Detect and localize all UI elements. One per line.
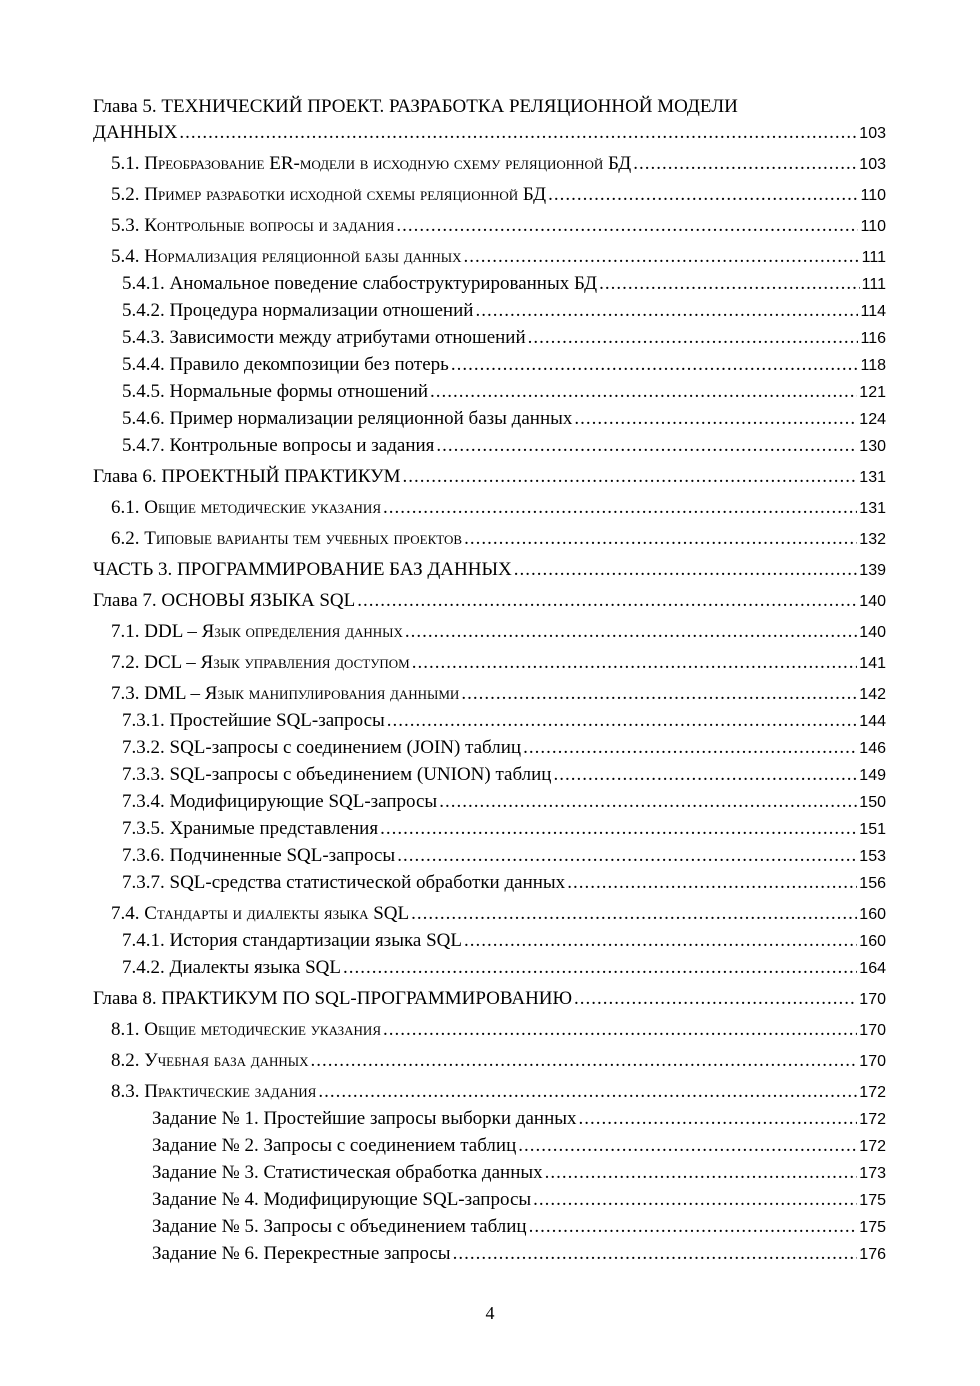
toc-entry bbox=[93, 182, 886, 209]
toc-entry-prefix: 7.3.2. bbox=[122, 737, 170, 758]
toc-dot-leader bbox=[518, 1133, 857, 1159]
toc-dot-leader bbox=[430, 379, 857, 405]
toc-entry-label bbox=[122, 955, 341, 981]
toc-entry-prefix: 7.4.1. bbox=[122, 930, 170, 951]
toc-entry bbox=[93, 1187, 886, 1214]
toc-entry bbox=[93, 1160, 886, 1187]
toc-dot-leader bbox=[439, 789, 857, 815]
toc-entry-label bbox=[122, 870, 565, 896]
toc-entry-prefix: 5.4.3. bbox=[122, 327, 170, 348]
toc-entry-page: 172 bbox=[859, 1111, 886, 1128]
toc-entry bbox=[93, 1048, 886, 1075]
toc-entry-page: 142 bbox=[859, 686, 886, 703]
toc-dot-leader bbox=[311, 1048, 858, 1074]
toc-entry-prefix: 6.1. bbox=[111, 497, 145, 518]
toc-entry-title: ОСНОВЫ ЯЗЫКА SQL bbox=[161, 590, 356, 611]
toc-entry-label bbox=[111, 650, 410, 676]
toc-dot-leader bbox=[383, 1017, 857, 1043]
toc-entry-prefix: 7.3.4. bbox=[122, 791, 170, 812]
toc-entry-label bbox=[122, 352, 449, 378]
toc-entry-label bbox=[111, 1079, 316, 1105]
toc-entry-title: Практические задания bbox=[144, 1081, 317, 1102]
toc-entry-title: ЧАСТЬ 3. ПРОГРАММИРОВАНИЕ БАЗ ДАННЫХ bbox=[93, 559, 512, 580]
toc-entry-page: 121 bbox=[859, 384, 886, 401]
toc-dot-leader bbox=[451, 352, 859, 378]
toc-entry-label bbox=[122, 928, 462, 954]
toc-dot-leader bbox=[402, 464, 857, 490]
toc-entry bbox=[93, 464, 886, 491]
toc-entry-title: Простейшие SQL-запросы bbox=[169, 710, 385, 731]
toc-dot-leader bbox=[533, 1187, 857, 1213]
toc-entry-title: Перекрестные запросы bbox=[263, 1243, 451, 1264]
toc-entry-prefix: Задание № 6. bbox=[152, 1243, 264, 1264]
toc-entry-prefix: 7.2. DCL – bbox=[111, 652, 201, 673]
toc-entry-page: 141 bbox=[859, 655, 886, 672]
toc-entry-prefix: Задание № 1. bbox=[152, 1108, 264, 1129]
toc-entry-label bbox=[111, 495, 381, 521]
toc-entry-title: Язык определения данных bbox=[201, 621, 403, 642]
toc-entry-title: SQL-запросы с объединением (UNION) таблиц bbox=[169, 764, 552, 785]
toc-dot-leader bbox=[436, 433, 857, 459]
toc-dot-leader bbox=[528, 325, 859, 351]
toc-entry-label bbox=[122, 379, 428, 405]
toc-entry-page: 132 bbox=[859, 531, 886, 548]
toc-entry-title: Учебная база данных bbox=[144, 1050, 309, 1071]
toc-entry bbox=[93, 1241, 886, 1268]
toc-entry-label bbox=[122, 762, 551, 788]
page-number: 4 bbox=[485, 1303, 495, 1323]
toc-entry-prefix: Задание № 5. bbox=[152, 1216, 264, 1237]
toc-entry-page: 110 bbox=[860, 187, 886, 204]
toc-entry-prefix: 5.3. bbox=[111, 215, 145, 236]
toc-entry-page: 110 bbox=[860, 218, 886, 235]
toc-entry bbox=[93, 955, 886, 982]
toc-dot-leader bbox=[574, 406, 857, 432]
toc-entry bbox=[93, 433, 886, 460]
toc-entry-prefix: 7.3.5. bbox=[122, 818, 170, 839]
toc-entry-page: 116 bbox=[860, 330, 886, 347]
toc-dot-leader bbox=[387, 708, 858, 734]
toc-entry-prefix: 8.3. bbox=[111, 1081, 145, 1102]
toc-entry-title: ТЕХНИЧЕСКИЙ ПРОЕКТ. РАЗРАБОТКА РЕЛЯЦИОННОЙ МОДЕЛИ bbox=[161, 96, 738, 117]
toc-entry-page: 153 bbox=[859, 848, 886, 865]
toc-entry-prefix: Задание № 4. bbox=[152, 1189, 264, 1210]
toc-entry-prefix: Задание № 3. bbox=[152, 1162, 264, 1183]
toc-entry-prefix: Задание № 2. bbox=[152, 1135, 264, 1156]
toc-entry-prefix: 5.4.7. bbox=[122, 435, 170, 456]
toc-entry-heading bbox=[93, 94, 886, 120]
toc-entry bbox=[93, 526, 886, 553]
toc-entry bbox=[93, 406, 886, 433]
toc-entry-prefix: 7.3.1. bbox=[122, 710, 170, 731]
toc-entry-prefix: 5.4. bbox=[111, 246, 145, 267]
toc-entry-label bbox=[122, 735, 521, 761]
toc-entry bbox=[93, 762, 886, 789]
toc-entry-title: Общие методические указания bbox=[144, 1019, 381, 1040]
toc-entry-prefix: 7.3.6. bbox=[122, 845, 170, 866]
toc-entry-title: SQL-средства статистической обработки данных bbox=[169, 872, 566, 893]
toc-entry-page: 140 bbox=[859, 593, 886, 610]
toc-entry-label bbox=[111, 1048, 309, 1074]
toc-entry-page: 140 bbox=[859, 624, 886, 641]
toc-entry-title: ПРАКТИКУМ ПО SQL-ПРОГРАММИРОВАНИЮ bbox=[161, 988, 573, 1009]
toc-entry bbox=[93, 1214, 886, 1241]
toc-entry-page: 175 bbox=[859, 1219, 886, 1236]
toc-dot-leader bbox=[412, 650, 858, 676]
toc-dot-leader bbox=[529, 1214, 858, 1240]
toc-entry-title: Язык манипулирования данными bbox=[204, 683, 460, 704]
toc-entry bbox=[93, 708, 886, 735]
toc-entry-label bbox=[152, 1241, 451, 1267]
toc-entry-prefix: 7.1. DDL – bbox=[111, 621, 202, 642]
toc-dot-leader bbox=[523, 735, 857, 761]
toc-entry bbox=[93, 495, 886, 522]
toc-entry-label bbox=[122, 789, 437, 815]
toc-entry-page: 146 bbox=[859, 740, 886, 757]
toc-entry bbox=[93, 789, 886, 816]
toc-dot-leader bbox=[514, 557, 858, 583]
toc-entry-page: 170 bbox=[859, 991, 886, 1008]
toc-entry-label bbox=[111, 901, 409, 927]
toc-entry-title: Диалекты языка SQL bbox=[169, 957, 341, 978]
toc-entry-label bbox=[122, 325, 526, 351]
toc-entry bbox=[93, 271, 886, 298]
toc-entry-prefix: 8.2. bbox=[111, 1050, 145, 1071]
toc-dot-leader bbox=[380, 816, 857, 842]
toc-entry-title: Преобразование ER-модели в исходную схему реляционной БД bbox=[144, 153, 632, 174]
toc-entry-title: Правило декомпозиции без потерь bbox=[169, 354, 449, 375]
toc-entry-label bbox=[122, 271, 597, 297]
toc-entry-prefix: 6.2. bbox=[111, 528, 145, 549]
toc-entry-title: Модифицирующие SQL-запросы bbox=[169, 791, 438, 812]
toc-entry-page: 131 bbox=[859, 469, 886, 486]
toc-entry-page: 103 bbox=[859, 156, 886, 173]
toc-dot-leader bbox=[475, 298, 858, 324]
toc-dot-leader bbox=[545, 1160, 858, 1186]
toc-entry-page: 175 bbox=[859, 1192, 886, 1209]
toc-entry-page: 114 bbox=[860, 303, 886, 320]
toc-entry-page: 160 bbox=[859, 906, 886, 923]
toc-entry-label bbox=[122, 816, 378, 842]
toc-entry-title: Модифицирующие SQL-запросы bbox=[263, 1189, 532, 1210]
toc-dot-leader bbox=[357, 588, 857, 614]
toc-entry-label bbox=[152, 1106, 577, 1132]
toc-entry-title: История стандартизации языка SQL bbox=[169, 930, 462, 951]
toc-entry bbox=[93, 681, 886, 708]
toc-dot-leader bbox=[567, 870, 857, 896]
toc-entry-page: 118 bbox=[860, 357, 886, 374]
toc-entry-page: 156 bbox=[859, 875, 886, 892]
toc-entry-prefix: 7.4. bbox=[111, 903, 145, 924]
toc-entry-title: Язык управления доступом bbox=[200, 652, 410, 673]
toc-entry-page: 173 bbox=[859, 1165, 886, 1182]
toc-entry-label bbox=[111, 244, 462, 270]
toc-entry-title: ПРОЕКТНЫЙ ПРАКТИКУМ bbox=[161, 466, 401, 487]
toc-entry bbox=[93, 379, 886, 406]
toc-entry-page: 124 bbox=[859, 411, 886, 428]
toc-entry bbox=[93, 120, 886, 147]
toc-entry-prefix: Глава 8. bbox=[93, 988, 162, 1009]
toc-entry-page: 130 bbox=[859, 438, 886, 455]
toc-entry-page: 144 bbox=[859, 713, 886, 730]
toc-entry bbox=[93, 151, 886, 178]
toc-entry-prefix: 5.4.6. bbox=[122, 408, 170, 429]
toc-entry-prefix: Глава 7. bbox=[93, 590, 162, 611]
toc-entry-page: 172 bbox=[859, 1138, 886, 1155]
toc-entry bbox=[93, 325, 886, 352]
toc-entry-label bbox=[93, 557, 512, 583]
toc-entry bbox=[93, 870, 886, 897]
toc-entry-page: 111 bbox=[861, 276, 886, 293]
toc-entry-label bbox=[152, 1187, 531, 1213]
toc-entry-prefix: 5.4.1. bbox=[122, 273, 170, 294]
toc-dot-leader bbox=[548, 182, 858, 208]
toc-dot-leader bbox=[179, 120, 857, 146]
toc-entry bbox=[93, 650, 886, 677]
toc-entry-title: Контрольные вопросы и задания bbox=[144, 215, 395, 236]
toc-entry bbox=[93, 816, 886, 843]
toc-entry bbox=[93, 1106, 886, 1133]
toc-entry bbox=[93, 588, 886, 615]
toc-entry bbox=[93, 244, 886, 271]
toc-entry-prefix: Глава 5. bbox=[93, 96, 162, 117]
toc-dot-leader bbox=[464, 928, 857, 954]
toc-entry-label bbox=[93, 588, 355, 614]
toc-dot-leader bbox=[579, 1106, 858, 1132]
toc-entry-title: SQL-запросы с соединением (JOIN) таблиц bbox=[169, 737, 522, 758]
toc-entry bbox=[93, 986, 886, 1013]
toc-entry-title: Статистическая обработка данных bbox=[263, 1162, 543, 1183]
toc-dot-leader bbox=[411, 901, 857, 927]
toc-dot-leader bbox=[633, 151, 857, 177]
toc-entry-page: 170 bbox=[859, 1022, 886, 1039]
toc-entry-page: 139 bbox=[859, 562, 886, 579]
toc-entry-title: Процедура нормализации отношений bbox=[169, 300, 474, 321]
toc-entry-page: 170 bbox=[859, 1053, 886, 1070]
toc-dot-leader bbox=[396, 213, 858, 239]
toc-entry bbox=[93, 298, 886, 325]
toc-entry bbox=[93, 843, 886, 870]
toc-entry-prefix: 7.3.7. bbox=[122, 872, 170, 893]
toc-entry-prefix: 7.3.3. bbox=[122, 764, 170, 785]
toc-entry-label bbox=[152, 1133, 516, 1159]
toc-entry-page: 172 bbox=[859, 1084, 886, 1101]
toc-entry-title: Контрольные вопросы и задания bbox=[169, 435, 435, 456]
toc-entry-label bbox=[122, 708, 385, 734]
toc-entry-page: 111 bbox=[861, 249, 886, 266]
toc-entry-prefix: 8.1. bbox=[111, 1019, 145, 1040]
toc-entry-label bbox=[122, 406, 572, 432]
toc-entry-prefix: 7.3. DML – bbox=[111, 683, 205, 704]
toc-dot-leader bbox=[383, 495, 857, 521]
toc-entry-page: 176 bbox=[859, 1246, 886, 1263]
toc-entry bbox=[93, 557, 886, 584]
toc-entry-label bbox=[93, 464, 400, 490]
toc-entry-prefix: 5.1. bbox=[111, 153, 145, 174]
toc-entry bbox=[93, 1079, 886, 1106]
toc-entry-title: Нормальные формы отношений bbox=[169, 381, 429, 402]
toc-entry-prefix: 5.4.4. bbox=[122, 354, 170, 375]
toc-entry-title: Подчиненные SQL-запросы bbox=[169, 845, 396, 866]
toc-entry-label bbox=[152, 1160, 543, 1186]
toc-entry-label bbox=[152, 1214, 527, 1240]
toc-entry-prefix: 5.4.5. bbox=[122, 381, 170, 402]
toc-entry-title: Пример нормализации реляционной базы данных bbox=[169, 408, 573, 429]
toc-entry-title: Запросы с объединением таблиц bbox=[263, 1216, 527, 1237]
toc-entry bbox=[93, 213, 886, 240]
toc-entry-title: Зависимости между атрибутами отношений bbox=[169, 327, 526, 348]
toc-entry bbox=[93, 619, 886, 646]
toc-dot-leader bbox=[464, 244, 860, 270]
toc-entry-page: 131 bbox=[859, 500, 886, 517]
toc-dot-leader bbox=[464, 526, 857, 552]
toc-entry-label bbox=[93, 986, 572, 1012]
toc-entry bbox=[93, 1133, 886, 1160]
toc-entry bbox=[93, 735, 886, 762]
toc-entry-label bbox=[111, 213, 394, 239]
toc-entry-label bbox=[111, 1017, 381, 1043]
toc-entry-label bbox=[111, 151, 631, 177]
toc-entry bbox=[93, 901, 886, 928]
toc-entry-title: Общие методические указания bbox=[144, 497, 381, 518]
toc-entry-page: 160 bbox=[859, 933, 886, 950]
toc-entry-label bbox=[111, 619, 403, 645]
toc-entry-title: Пример разработки исходной схемы реляционной БД bbox=[144, 184, 547, 205]
table-of-contents bbox=[93, 94, 886, 1268]
toc-entry-label bbox=[111, 182, 546, 208]
toc-entry-prefix: 5.2. bbox=[111, 184, 145, 205]
toc-entry-title-continued: ДАННЫХ bbox=[93, 122, 178, 143]
toc-entry-label bbox=[111, 526, 462, 552]
toc-dot-leader bbox=[574, 986, 857, 1012]
toc-dot-leader bbox=[397, 843, 857, 869]
toc-entry-label bbox=[122, 298, 473, 324]
toc-dot-leader bbox=[343, 955, 857, 981]
toc-entry-label bbox=[111, 681, 459, 707]
toc-dot-leader bbox=[453, 1241, 858, 1267]
toc-entry-title: Нормализация реляционной базы данных bbox=[144, 246, 462, 267]
toc-entry-page: 103 bbox=[859, 125, 886, 142]
toc-dot-leader bbox=[599, 271, 860, 297]
toc-entry bbox=[93, 1017, 886, 1044]
toc-entry-label bbox=[122, 843, 395, 869]
toc-entry-title: Запросы с соединением таблиц bbox=[263, 1135, 517, 1156]
toc-entry-prefix: 7.4.2. bbox=[122, 957, 170, 978]
toc-dot-leader bbox=[318, 1079, 857, 1105]
toc-entry-page: 149 bbox=[859, 767, 886, 784]
toc-entry-label bbox=[122, 433, 434, 459]
toc-entry-title: Хранимые представления bbox=[169, 818, 379, 839]
toc-dot-leader bbox=[553, 762, 857, 788]
toc-entry-title: Типовые варианты тем учебных проектов bbox=[144, 528, 463, 549]
toc-dot-leader bbox=[461, 681, 857, 707]
toc-entry-prefix: Глава 6. bbox=[93, 466, 162, 487]
toc-entry bbox=[93, 928, 886, 955]
toc-entry-page: 164 bbox=[859, 960, 886, 977]
toc-entry-title: Аномальное поведение слабоструктурированных БД bbox=[169, 273, 598, 294]
toc-entry bbox=[93, 352, 886, 379]
toc-entry-title: Стандарты и диалекты языка SQL bbox=[144, 903, 410, 924]
toc-entry-prefix: 5.4.2. bbox=[122, 300, 170, 321]
toc-entry-title: Простейшие запросы выборки данных bbox=[263, 1108, 577, 1129]
toc-entry-page: 150 bbox=[859, 794, 886, 811]
toc-dot-leader bbox=[405, 619, 857, 645]
toc-entry-page: 151 bbox=[859, 821, 886, 838]
